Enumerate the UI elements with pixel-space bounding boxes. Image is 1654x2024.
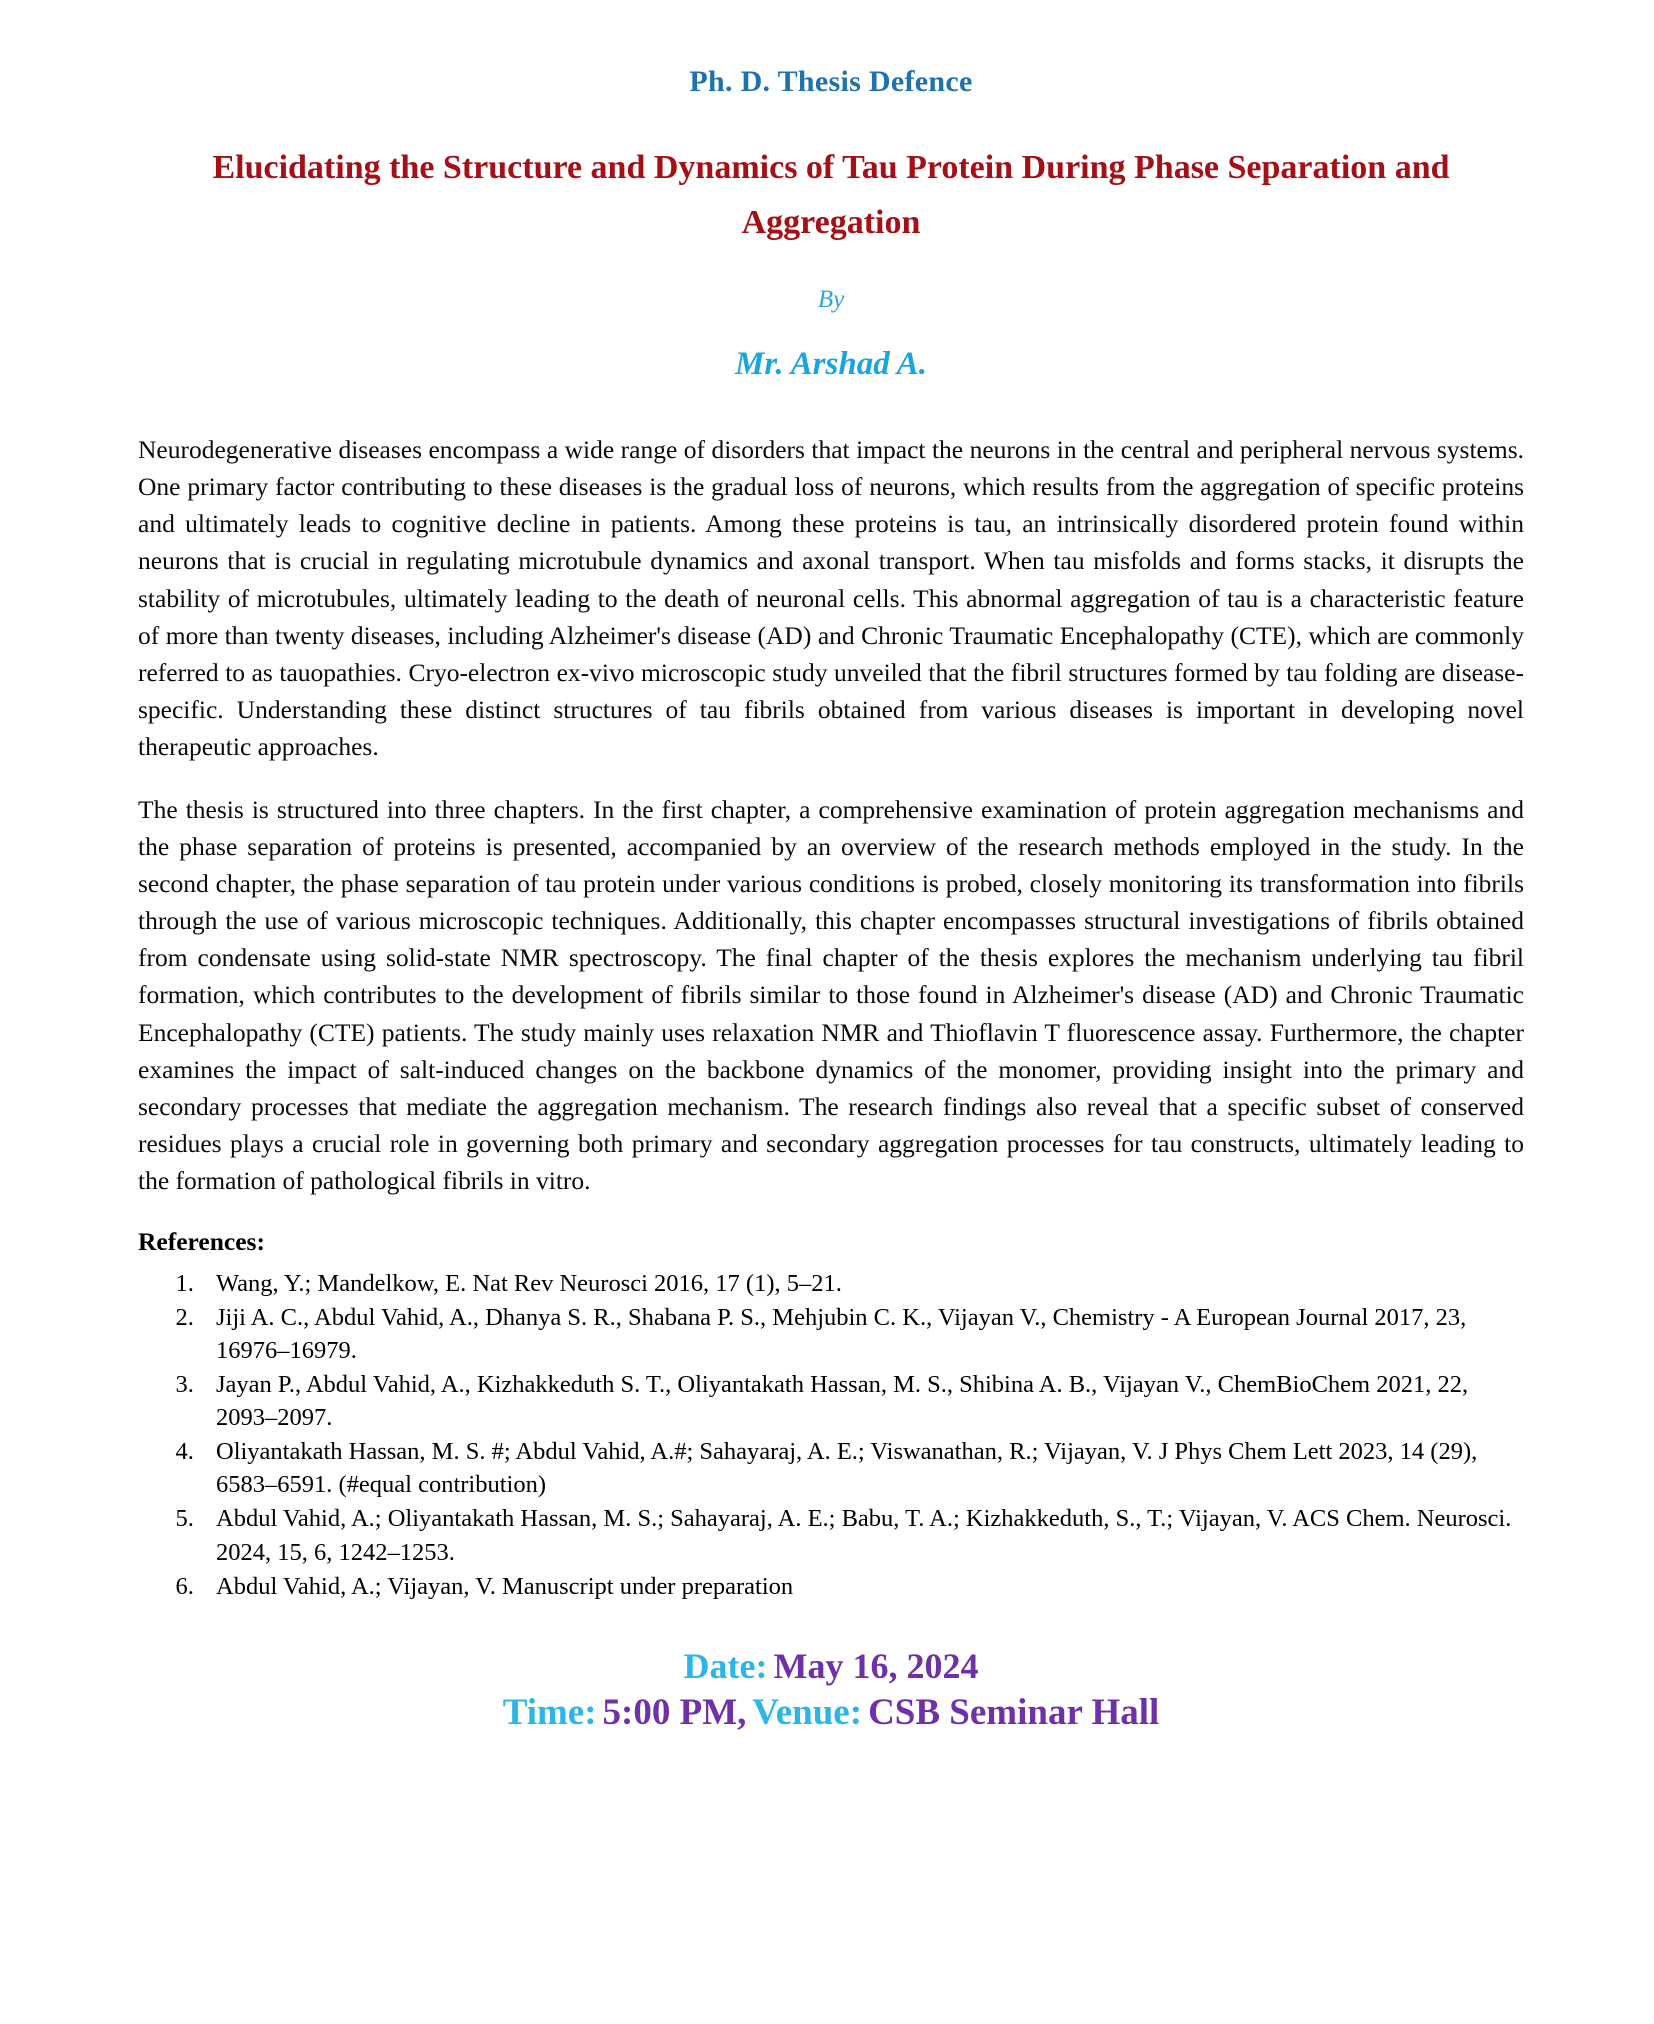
date-label: Date: — [683, 1645, 768, 1686]
venue-label: Venue: — [752, 1692, 863, 1734]
time-label: Time: — [502, 1692, 597, 1734]
date-value: May 16, 2024 — [773, 1645, 979, 1686]
list-item: 4. Oliyantakath Hassan, M. S. #; Abdul Vahid, A.#; Sahayaraj, A. E.; Viswanathan, R.; Vijayan, V. J Phys Chem Lett 2023, 14 (29), 6583–6591. (#equal contribution) — [200, 1435, 1524, 1501]
page-title: Elucidating the Structure and Dynamics of Tau Protein During Phase Separation and Aggregation — [212, 149, 1450, 242]
by-label: By — [817, 286, 845, 314]
author-name: Mr. Arshad A. — [735, 346, 927, 383]
abstract-paragraph: Neurodegenerative diseases encompass a wide range of disorders that impact the neurons in the central and peripheral nervous systems. One primary factor contributing to these diseases is the gradual loss of neurons, which results from the aggregation of specific proteins and ultimately leads to cognitive decline in patients. Among these proteins is tau, an intrinsically disordered protein found within neurons that is crucial in regulating microtubule dynamics and axonal transport. When tau misfolds and forms stacks, it disrupts the stability of microtubules, ultimately leading to the death of neuronal cells. This abnormal aggregation of tau is a characteristic feature of more than twenty diseases, including Alzheimer's disease (AD) and Chronic Traumatic Encephalopathy (CTE), which are commonly referred to as tauopathies. Cryo-electron ex-vivo microscopic study unveiled that the fibril structures formed by tau folding are disease-specific. Understanding these distinct structures of tau fibrils obtained from various diseases is important in developing novel therapeutic approaches. — [138, 435, 1524, 761]
list-item: 1. Wang, Y.; Mandelkow, E. Nat Rev Neurosci 2016, 17 (1), 5–21. — [200, 1267, 1524, 1300]
date-line — [138, 1643, 1524, 1690]
list-item: 6. Abdul Vahid, A.; Vijayan, V. Manuscript under preparation — [200, 1570, 1524, 1603]
references-list — [138, 1267, 1524, 1603]
venue-value: CSB Seminar Hall — [868, 1692, 1160, 1734]
references-heading: References: — [138, 1227, 265, 1257]
list-item: 3. Jayan P., Abdul Vahid, A., Kizhakkeduth S. T., Oliyantakath Hassan, M. S., Shibina A. B., Vijayan V., ChemBioChem 2021, 22, 2093–2097. — [200, 1368, 1524, 1434]
event-type-heading: Ph. D. Thesis Defence — [689, 65, 973, 98]
abstract-section — [138, 431, 1524, 1199]
list-item: 2. Jiji A. C., Abdul Vahid, A., Dhanya S. R., Shabana P. S., Mehjubin C. K., Vijayan V., Chemistry - A European Journal 2017, 23, 16976–16979. — [200, 1301, 1524, 1367]
event-details-footer — [138, 1643, 1524, 1738]
time-value: 5:00 PM, — [602, 1692, 747, 1734]
abstract-paragraph: The thesis is structured into three chapters. In the first chapter, a comprehensive examination of protein aggregation mechanisms and the phase separation of proteins is presented, accompanied by an overview of the research methods employed in the study. In the second chapter, the phase separation of tau protein under various conditions is probed, closely monitoring its transformation into fibrils through the use of various microscopic techniques. Additionally, this chapter encompasses structural investigations of fibrils obtained from condensate using solid-state NMR spectroscopy. The final chapter of the thesis explores the mechanism underlying tau fibril formation, which contributes to the development of fibrils similar to those found in Alzheimer's disease (AD) and Chronic Traumatic Encephalopathy (CTE) patients. The study mainly uses relaxation NMR and Thioflavin T fluorescence assay. Furthermore, the chapter examines the impact of salt-induced changes on the backbone dynamics of the monomer, providing insight into the primary and secondary processes that mediate the aggregation mechanism. The research findings also reveal that a specific subset of conserved residues plays a crucial role in governing both primary and secondary aggregation processes for tau constructs, ultimately leading to the formation of pathological fibrils in vitro. — [138, 795, 1524, 1195]
list-item: 5. Abdul Vahid, A.; Oliyantakath Hassan, M. S.; Sahayaraj, A. E.; Babu, T. A.; Kizhakkeduth, S., T.; Vijayan, V. ACS Chem. Neurosci. 2024, 15, 6, 1242–1253. — [200, 1502, 1524, 1568]
time-venue-line — [138, 1689, 1524, 1737]
